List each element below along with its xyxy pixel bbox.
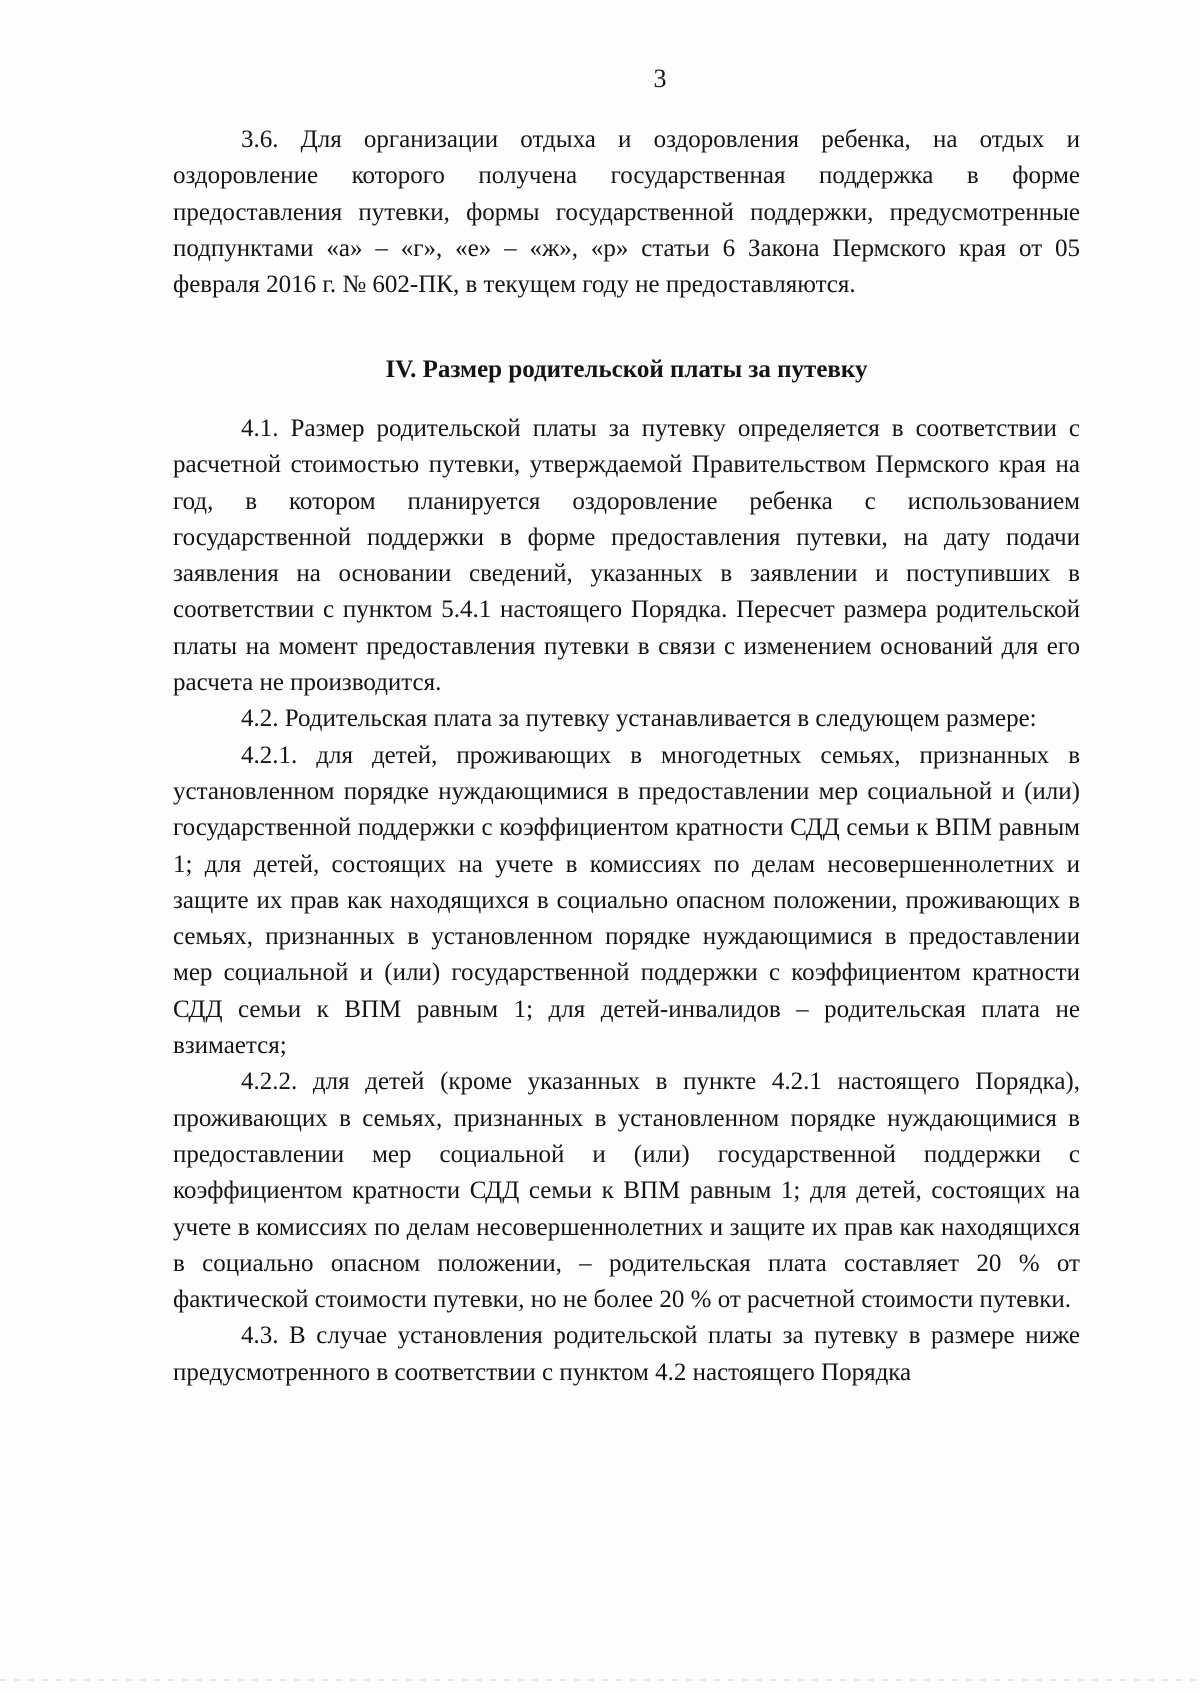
paragraph-4-2-1: 4.2.1. для детей, проживающих в многодетных семьях, признанных в установленном порядке нуждающимися в предоставлении мер социальной и (или) государственной поддержки с коэффициентом кратности СДД семьи к ВПМ равным 1; для детей, состоящих на учете в комиссиях по делам несовершеннолетних и защите их прав как находящихся в социально опасном положении, проживающих в семьях, признанных в установленном порядке нуждающимися в предоставлении мер социальной и (или) государственной поддержки с коэффициентом кратности СДД семьи к ВПМ равным 1; для детей-инвалидов – родительская плата не взимается; bbox=[173, 741, 1080, 1060]
section-3-block bbox=[173, 122, 1080, 303]
section-4-block bbox=[173, 411, 1080, 1391]
paragraph-4-2: 4.2. Родительская плата за путевку устанавливается в следующем размере: bbox=[241, 705, 1037, 733]
paragraph-4-3: 4.3. В случае установления родительской платы за путевку в размере ниже предусмотренного в соответствии с пунктом 4.2 настоящего Порядка bbox=[173, 1322, 1080, 1386]
paragraph-4-2-2: 4.2.2. для детей (кроме указанных в пункте 4.2.1 настоящего Порядка), проживающих в семьях, признанных в установленном порядке нуждающимися в предоставлении мер социальной и (или) государственной поддержки с коэффициентом кратности СДД семьи к ВПМ равным 1; для детей, состоящих на учете в комиссиях по делам несовершеннолетних и защите их прав как находящихся в социально опасном положении, – родительская плата составляет 20 % от фактической стоимости путевки, но не более 20 % от расчетной стоимости путевки. bbox=[173, 1068, 1080, 1314]
section-4-heading: IV. Размер родительской платы за путевку bbox=[385, 356, 868, 383]
scan-edge-artifact bbox=[0, 1679, 1200, 1681]
paragraph-3-6: 3.6. Для организации отдыха и оздоровления ребенка, на отдых и оздоровление которого получена государственная поддержка в форме предоставления путевки, формы государственной поддержки, предусмотренные подпунктами «а» – «г», «е» – «ж», «р» статьи 6 Закона Пермского края от 05 февраля 2016 г. № 602-ПК, в текущем году не предоставляются. bbox=[173, 126, 1080, 299]
paragraph-4-1: 4.1. Размер родительской платы за путевку определяется в соответствии с расчетной стоимостью путевки, утверждаемой Правительством Пермского края на год, в котором планируется оздоровление ребенка с использованием государственной поддержки в форме предоставления путевки, на дату подачи заявления на основании сведений, указанных в заявлении и поступивших в соответствии с пунктом 5.4.1 настоящего Порядка. Пересчет размера родительской платы на момент предоставления путевки в связи с изменением оснований для его расчета не производится. bbox=[173, 415, 1080, 697]
page-number: 3 bbox=[653, 64, 667, 93]
